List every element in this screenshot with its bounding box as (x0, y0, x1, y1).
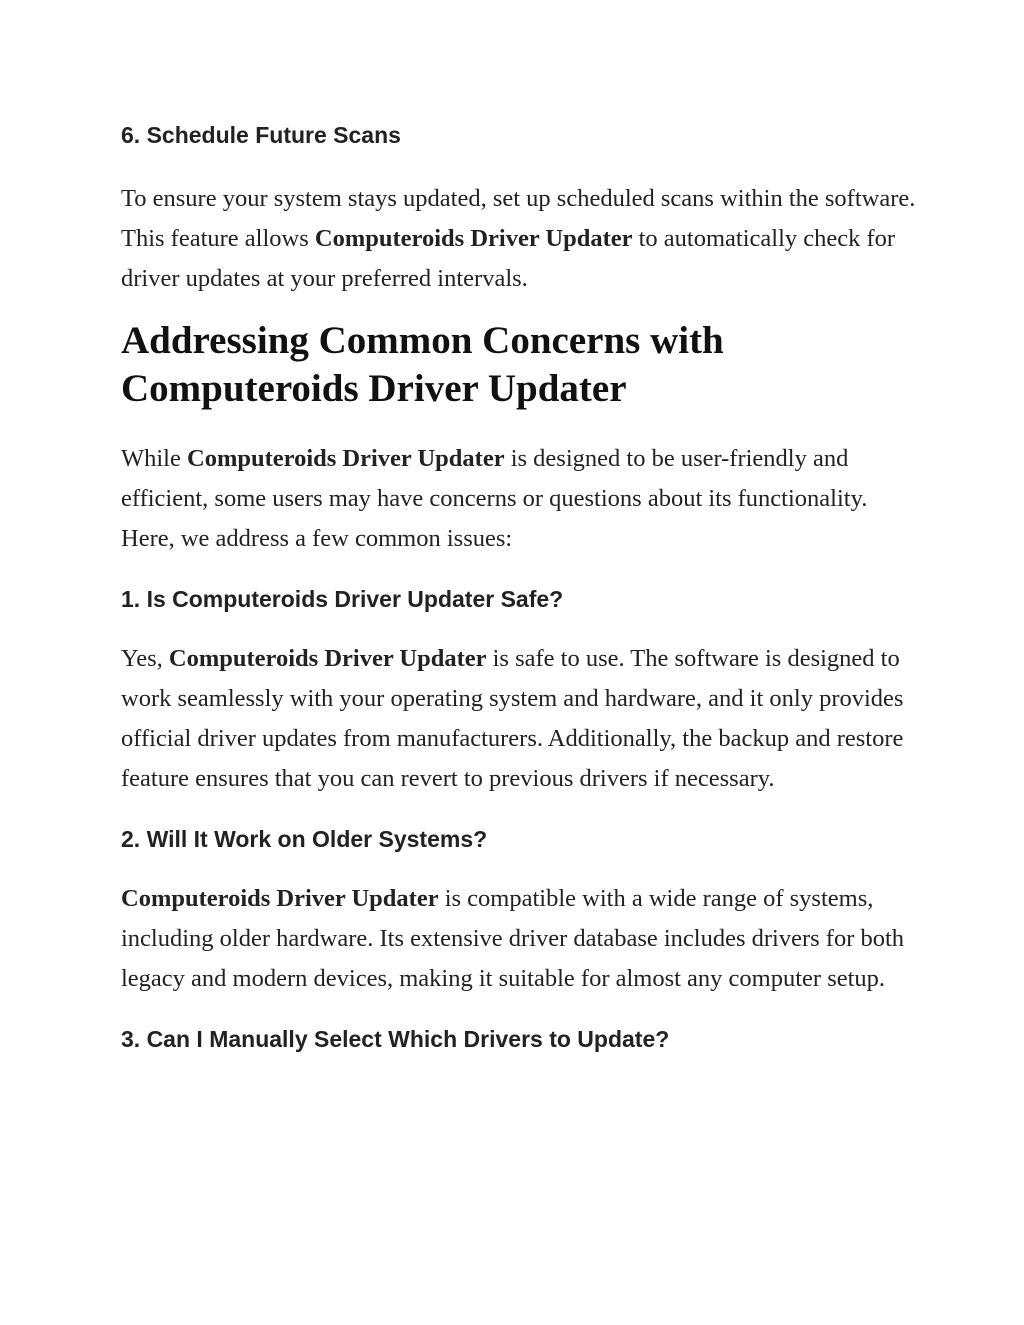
safe-heading: 1. Is Computeroids Driver Updater Safe? (121, 586, 564, 612)
safe-paragraph (121, 639, 921, 799)
concerns-paragraph (121, 439, 921, 559)
schedule-paragraph (121, 179, 921, 299)
schedule-text-2: to automatically check for driver updates at your preferred intervals. (121, 225, 896, 292)
schedule-text-1: To ensure your system stays updated, set up scheduled scans within the software. This feature allows (121, 185, 916, 252)
concerns-text-1: While (121, 445, 187, 472)
safe-product-name: Computeroids Driver Updater (168, 645, 487, 672)
concerns-product-name: Computeroids Driver Updater (187, 445, 505, 472)
older-systems-heading: 2. Will It Work on Older Systems? (121, 826, 488, 852)
schedule-heading: 6. Schedule Future Scans (121, 122, 401, 148)
manual-select-heading: 3. Can I Manually Select Which Drivers to Update? (121, 1026, 670, 1052)
safe-text-1: Yes, (121, 645, 169, 672)
concerns-text-2: is designed to be user-friendly and efficient, some users may have concerns or questions about its functionality. Here, we address a few common issues: (121, 445, 868, 552)
older-product-name: Computeroids Driver Updater (121, 885, 439, 912)
concerns-heading: Addressing Common Concerns with Computeroids Driver Updater (121, 319, 724, 410)
schedule-product-name: Computeroids Driver Updater (314, 225, 633, 252)
older-text-2: is compatible with a wide range of systems, including older hardware. Its extensive driver database includes drivers for both legacy and modern devices, making it suitable for almost any computer setup. (121, 885, 905, 992)
safe-text-2: is safe to use. The software is designed to work seamlessly with your operating system and hardware, and it only provides official driver updates from manufacturers. Additionally, the backup and restore feature ensures that you can revert to previous drivers if necessary. (121, 645, 904, 792)
document-page (121, 120, 921, 1054)
older-systems-paragraph (121, 879, 921, 999)
